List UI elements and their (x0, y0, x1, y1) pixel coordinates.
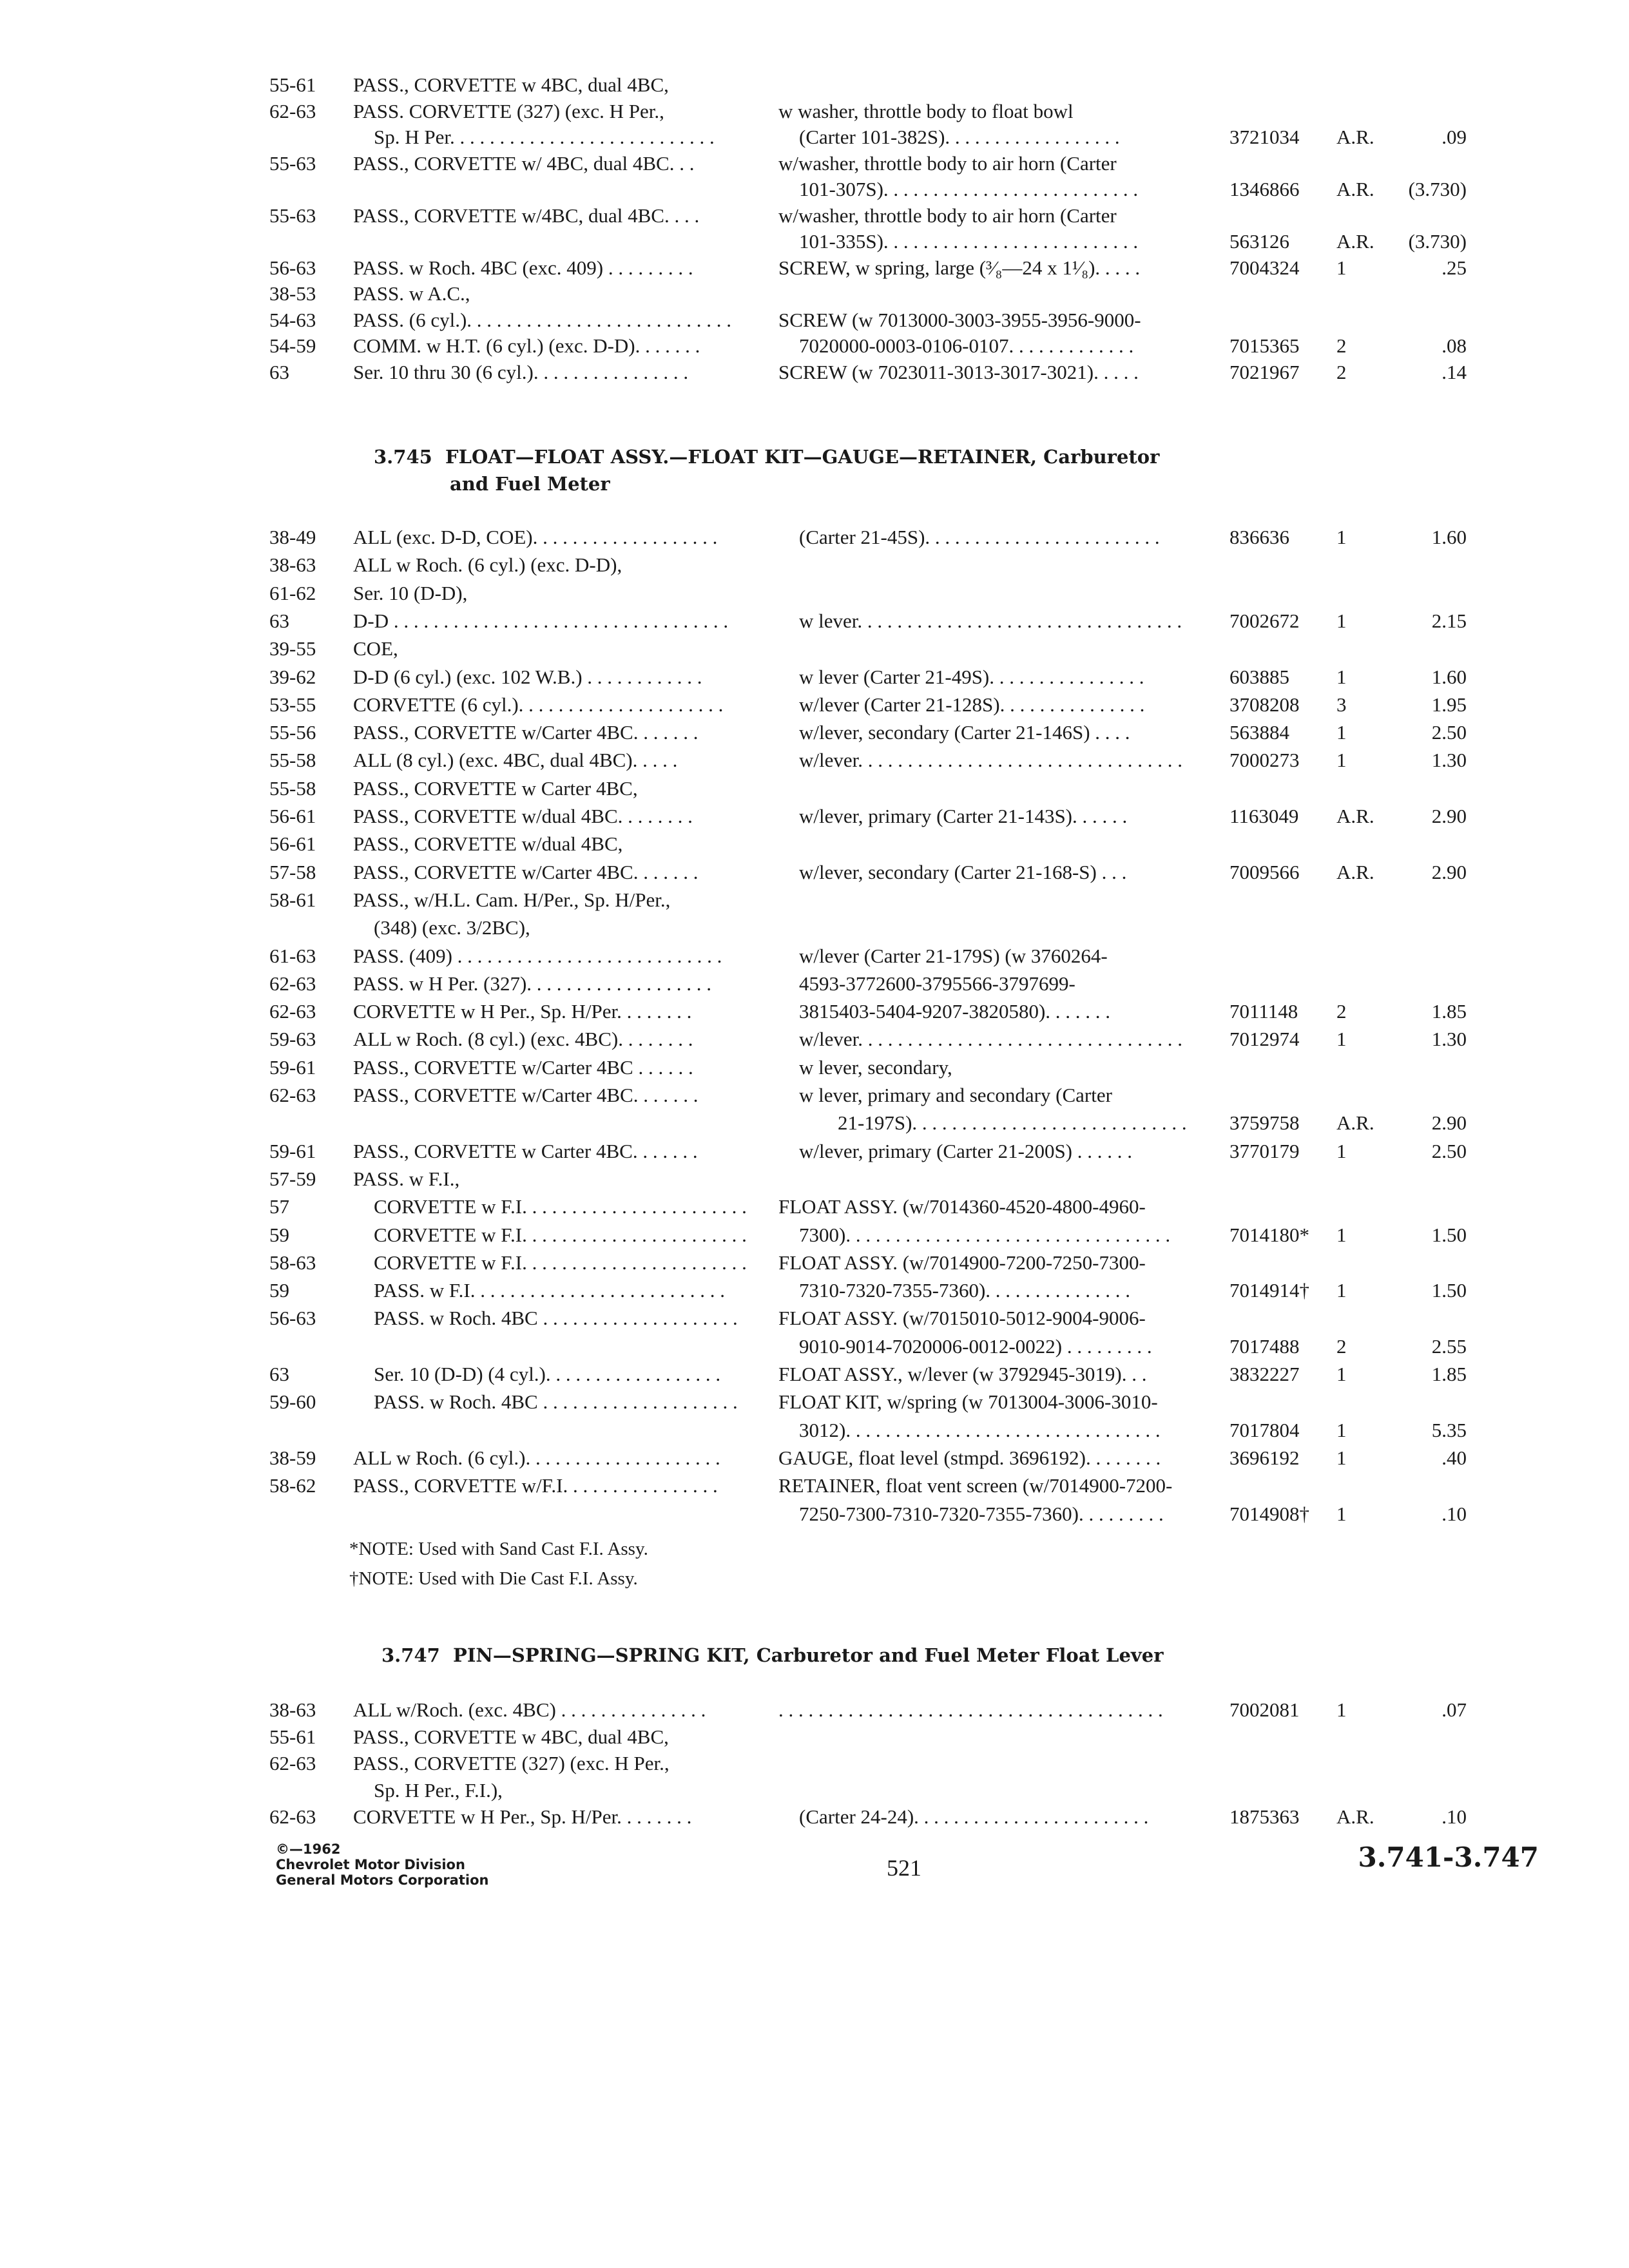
description: w/lever, secondary (Carter 21-146S) . . . . (799, 721, 1130, 744)
part-number: 1163049 (1229, 805, 1299, 827)
year-range: 57 (269, 1195, 289, 1218)
price: 1.30 (1431, 1028, 1467, 1051)
quantity: A.R. (1336, 1805, 1374, 1828)
application: D-D (6 cyl.) (exc. 102 W.B.) . . . . . . . . . . . . (353, 665, 702, 688)
application: ALL (8 cyl.) (exc. 4BC, dual 4BC). . . . . (353, 749, 678, 772)
table-row (0, 802, 1629, 831)
part-number: 7014180* (1229, 1223, 1309, 1246)
table-row (0, 1388, 1629, 1416)
table-row (0, 1360, 1629, 1389)
description: (Carter 101-382S). . . . . . . . . . . . . . . . . . (799, 126, 1120, 148)
table-row (0, 332, 1629, 360)
description: SCREW (w 7013000-3003-3955-3956-9000- (778, 308, 1141, 331)
year-range: 38-63 (269, 1698, 316, 1721)
part-number: 563126 (1229, 230, 1289, 253)
description: (Carter 24-24). . . . . . . . . . . . . . . . . . . . . . . . (799, 1805, 1149, 1828)
quantity: A.R. (1336, 860, 1374, 883)
application: PASS., CORVETTE w 4BC, dual 4BC, (353, 73, 669, 96)
description: FLOAT ASSY. (w/7014360-4520-4800-4960- (778, 1195, 1146, 1218)
description: 4593-3772600-3795566-3797699- (799, 972, 1075, 995)
year-range: 38-49 (269, 526, 316, 548)
part-number: 7011148 (1229, 1000, 1298, 1023)
year-range: 62-63 (269, 1084, 316, 1106)
part-number: 7015365 (1229, 334, 1300, 357)
table-row (0, 1276, 1629, 1305)
description: . . . . . . . . . . . . . . . . . . . . . . . . . . . . . . . . . . . . . . . (778, 1698, 1163, 1721)
table-row (0, 746, 1629, 774)
part-number: 3770179 (1229, 1139, 1300, 1162)
quantity: 1 (1336, 526, 1347, 548)
application: PASS., CORVETTE w/Carter 4BC. . . . . . . (353, 721, 699, 744)
description: FLOAT KIT, w/spring (w 7013004-3006-3010- (778, 1390, 1158, 1414)
table-row (0, 942, 1629, 970)
year-range: 54-59 (269, 334, 316, 357)
part-number: 7000273 (1229, 749, 1300, 772)
table-row (0, 718, 1629, 747)
table-row (0, 306, 1629, 334)
description: w/lever (Carter 21-128S). . . . . . . . . . . . . . . (799, 693, 1145, 716)
table-row (0, 1749, 1629, 1778)
table-row (0, 858, 1629, 887)
quantity: 1 (1336, 256, 1347, 279)
year-range: 56-61 (269, 832, 316, 856)
description: w/lever, primary (Carter 21-200S) . . . . . . (799, 1139, 1133, 1162)
application: PASS. w F.I. . . . . . . . . . . . . . . . . . . . . . . . . . (374, 1279, 725, 1302)
price: .25 (1441, 256, 1467, 279)
table-row (0, 227, 1629, 256)
table-row (0, 175, 1629, 204)
description: w/washer, throttle body to air horn (Carter (778, 204, 1117, 227)
year-range: 57-59 (269, 1167, 316, 1190)
part-number: 1875363 (1229, 1805, 1300, 1828)
application: CORVETTE w H Per., Sp. H/Per. . . . . . . . (353, 1000, 692, 1023)
year-range: 63 (269, 360, 289, 383)
quantity: 1 (1336, 1028, 1347, 1051)
table-row (0, 914, 1629, 942)
price: 2.55 (1431, 1334, 1467, 1358)
year-range: 59-60 (269, 1390, 316, 1414)
year-range: 55-63 (269, 151, 316, 175)
part-number: 836636 (1229, 526, 1289, 548)
description: 7250-7300-7310-7320-7355-7360). . . . . . . . . (799, 1502, 1164, 1525)
price: 2.50 (1431, 721, 1467, 744)
table-row (0, 579, 1629, 608)
table-row (0, 71, 1629, 99)
quantity: 1 (1336, 1698, 1347, 1721)
description: w/washer, throttle body to air horn (Carter (778, 151, 1117, 175)
description: w washer, throttle body to float bowl (778, 99, 1074, 122)
application: Sp. H Per., F.I.), (374, 1778, 503, 1802)
quantity: A.R. (1336, 126, 1374, 148)
part-number: 7004324 (1229, 256, 1300, 279)
year-range: 56-63 (269, 1307, 316, 1330)
section-title-text: PIN—SPRING—SPRING KIT, Carburetor and Fuel Meter Float Lever (453, 1644, 1164, 1666)
table-row (0, 691, 1629, 719)
year-range: 63 (269, 609, 289, 632)
application: PASS., CORVETTE w Carter 4BC, (353, 776, 638, 800)
year-range: 62-63 (269, 1000, 316, 1023)
table-row (0, 1249, 1629, 1277)
description: w/lever, primary (Carter 21-143S). . . . . . (799, 805, 1128, 827)
section-title-line1: FLOAT—FLOAT ASSY.—FLOAT KIT—GAUGE—RETAINER, Carburetor (445, 446, 1160, 468)
part-number: 7009566 (1229, 860, 1300, 883)
quantity: 1 (1336, 1139, 1347, 1162)
section-number: 3.747 (381, 1644, 440, 1666)
year-range: 39-62 (269, 665, 316, 688)
table-row (0, 1416, 1629, 1445)
year-range: 62-63 (269, 99, 316, 122)
year-range: 62-63 (269, 1805, 316, 1828)
application: PASS., CORVETTE w/dual 4BC. . . . . . . . (353, 805, 693, 827)
year-range: 63 (269, 1363, 289, 1385)
application: PASS., CORVETTE (327) (exc. H Per., (353, 1752, 670, 1774)
description: RETAINER, float vent screen (w/7014900-7200- (778, 1474, 1173, 1497)
part-number: 603885 (1229, 665, 1289, 688)
price: 1.60 (1431, 665, 1467, 688)
section-number: 3.745 (374, 446, 432, 468)
quantity: 1 (1336, 1363, 1347, 1385)
table-row (0, 1500, 1629, 1528)
application: ALL w/Roch. (exc. 4BC) . . . . . . . . . . . . . . . (353, 1698, 706, 1721)
quantity: A.R. (1336, 805, 1374, 827)
price: .10 (1441, 1805, 1467, 1828)
part-number: 7014914† (1229, 1279, 1309, 1302)
year-range: 58-62 (269, 1474, 316, 1497)
part-number: 3708208 (1229, 693, 1300, 716)
price: 1.85 (1431, 1000, 1467, 1023)
price: 2.90 (1431, 860, 1467, 883)
application: Ser. 10 thru 30 (6 cyl.). . . . . . . . . . . . . . . . (353, 360, 689, 383)
part-number: 563884 (1229, 721, 1289, 744)
copyright: ©—1962 (276, 1841, 341, 1857)
description: w lever (Carter 21-49S). . . . . . . . . . . . . . . . (799, 665, 1144, 688)
table-row (0, 635, 1629, 663)
quantity: 1 (1336, 1502, 1347, 1525)
application: PASS., CORVETTE w 4BC, dual 4BC, (353, 1725, 669, 1748)
year-range: 61-63 (269, 944, 316, 967)
year-range: 53-55 (269, 693, 316, 716)
part-number: 7012974 (1229, 1028, 1300, 1051)
description: FLOAT ASSY. (w/7014900-7200-7250-7300- (778, 1251, 1146, 1274)
section-title-3-745 (374, 443, 1159, 470)
description: 101-307S). . . . . . . . . . . . . . . . . . . . . . . . . . (799, 178, 1139, 200)
application: CORVETTE w F.I. . . . . . . . . . . . . . . . . . . . . . . (374, 1195, 747, 1218)
application: PASS., CORVETTE w Carter 4BC. . . . . . . (353, 1139, 698, 1162)
quantity: 1 (1336, 721, 1347, 744)
description: w/lever. . . . . . . . . . . . . . . . . . . . . . . . . . . . . . . . . (799, 1028, 1182, 1051)
table-row (0, 1025, 1629, 1053)
quantity: 1 (1336, 609, 1347, 632)
application: CORVETTE w H Per., Sp. H/Per. . . . . . . . (353, 1805, 692, 1828)
table-row (0, 1165, 1629, 1193)
application: PASS., CORVETTE w/Carter 4BC. . . . . . . (353, 860, 699, 883)
quantity: 1 (1336, 1279, 1347, 1302)
application: PASS. w F.I., (353, 1167, 460, 1190)
description: 9010-9014-7020006-0012-0022) . . . . . . . . . (799, 1334, 1152, 1358)
publisher-division: Chevrolet Motor Division (276, 1857, 465, 1872)
application: (348) (exc. 3/2BC), (374, 916, 530, 939)
table-row (0, 1472, 1629, 1500)
price: 2.15 (1431, 609, 1467, 632)
description: 21-197S). . . . . . . . . . . . . . . . . . . . . . . . . . . . (838, 1111, 1187, 1135)
table-row (0, 607, 1629, 635)
table-row (0, 886, 1629, 914)
note-die-cast: †NOTE: Used with Die Cast F.I. Assy. (349, 1568, 638, 1589)
part-number: 7017804 (1229, 1418, 1300, 1441)
part-number: 7014908† (1229, 1502, 1309, 1525)
year-range: 59-63 (269, 1028, 316, 1051)
table-row (0, 1109, 1629, 1137)
description: (Carter 21-45S). . . . . . . . . . . . . . . . . . . . . . . . (799, 526, 1160, 548)
table-row (0, 1053, 1629, 1082)
year-range: 55-58 (269, 749, 316, 772)
quantity: 1 (1336, 1223, 1347, 1246)
quantity: 2 (1336, 334, 1347, 357)
part-number: 7002081 (1229, 1698, 1300, 1721)
table-row (0, 123, 1629, 151)
price: 1.30 (1431, 749, 1467, 772)
part-number: 3721034 (1229, 126, 1300, 148)
year-range: 55-56 (269, 721, 316, 744)
part-number: 7017488 (1229, 1334, 1300, 1358)
table-row (0, 551, 1629, 579)
part-number: 3759758 (1229, 1111, 1300, 1135)
year-range: 38-63 (269, 553, 316, 577)
publisher-corporation: General Motors Corporation (276, 1872, 489, 1888)
table-row (0, 1081, 1629, 1110)
description: 7300). . . . . . . . . . . . . . . . . . . . . . . . . . . . . . . . . (799, 1223, 1171, 1246)
table-row (0, 149, 1629, 178)
table-row (0, 1723, 1629, 1751)
quantity: 1 (1336, 1446, 1347, 1469)
year-range: 62-63 (269, 972, 316, 995)
price: 1.85 (1431, 1363, 1467, 1385)
quantity: A.R. (1336, 230, 1374, 253)
part-number: 7021967 (1229, 360, 1300, 383)
application: PASS., CORVETTE w/Carter 4BC . . . . . . (353, 1055, 693, 1079)
quantity: 2 (1336, 360, 1347, 383)
application: PASS., CORVETTE w/Carter 4BC. . . . . . . (353, 1084, 699, 1106)
price: 1.60 (1431, 526, 1467, 548)
price: .07 (1441, 1698, 1467, 1721)
table-row (0, 202, 1629, 230)
quantity: 2 (1336, 1334, 1347, 1358)
application: D-D . . . . . . . . . . . . . . . . . . . . . . . . . . . . . . . . . . (353, 609, 729, 632)
price: .10 (1441, 1502, 1467, 1525)
table-row (0, 774, 1629, 803)
application: PASS. w Roch. 4BC (exc. 409) . . . . . . . . . (353, 256, 693, 279)
year-range: 61-62 (269, 581, 316, 604)
price: 2.50 (1431, 1139, 1467, 1162)
description: SCREW (w 7023011-3013-3017-3021). . . . . (778, 360, 1139, 383)
price: (3.730) (1408, 178, 1467, 200)
description: SCREW, w spring, large (³⁄₈—24 x 1¹⁄₈). . . . . (778, 256, 1141, 279)
description: 7310-7320-7355-7360). . . . . . . . . . . . . . . (799, 1279, 1131, 1302)
year-range: 54-63 (269, 308, 316, 331)
table-row (0, 254, 1629, 282)
description: w/lever, secondary (Carter 21-168-S) . . . (799, 860, 1127, 883)
price: 1.50 (1431, 1279, 1467, 1302)
year-range: 55-58 (269, 776, 316, 800)
year-range: 56-61 (269, 805, 316, 827)
part-number: 3832227 (1229, 1363, 1300, 1385)
price: .08 (1441, 334, 1467, 357)
quantity: 2 (1336, 1000, 1347, 1023)
table-row (0, 663, 1629, 691)
table-row (0, 1444, 1629, 1472)
year-range: 57-58 (269, 860, 316, 883)
application: Ser. 10 (D-D), (353, 581, 468, 604)
application: ALL w Roch. (6 cyl.). . . . . . . . . . . . . . . . . . . . (353, 1446, 720, 1469)
price: 5.35 (1431, 1418, 1467, 1441)
application: ALL w Roch. (6 cyl.) (exc. D-D), (353, 553, 622, 577)
application: PASS. (6 cyl.). . . . . . . . . . . . . . . . . . . . . . . . . . . (353, 308, 732, 331)
section-title-3-745-line2: and Fuel Meter (450, 473, 610, 495)
price: 1.95 (1431, 693, 1467, 716)
quantity: 3 (1336, 693, 1347, 716)
price: 2.90 (1431, 805, 1467, 827)
table-row (0, 1221, 1629, 1249)
description: w/lever (Carter 21-179S) (w 3760264- (799, 944, 1108, 967)
year-range: 62-63 (269, 1752, 316, 1774)
price: .40 (1441, 1446, 1467, 1469)
description: 3012). . . . . . . . . . . . . . . . . . . . . . . . . . . . . . . . (799, 1418, 1161, 1441)
application: PASS., CORVETTE w/dual 4BC, (353, 832, 623, 856)
application: PASS., CORVETTE w/ 4BC, dual 4BC. . . (353, 151, 695, 175)
application: PASS. w H Per. (327). . . . . . . . . . . . . . . . . . . (353, 972, 712, 995)
price: 2.90 (1431, 1111, 1467, 1135)
application: COMM. w H.T. (6 cyl.) (exc. D-D). . . . . . . (353, 334, 700, 357)
price: 1.50 (1431, 1223, 1467, 1246)
description: GAUGE, float level (stmpd. 3696192). . . . . . . . (778, 1446, 1161, 1469)
table-row (0, 1776, 1629, 1805)
quantity: A.R. (1336, 1111, 1374, 1135)
year-range: 59-61 (269, 1139, 316, 1162)
description: 7020000-0003-0106-0107. . . . . . . . . . . . . (799, 334, 1134, 357)
year-range: 38-59 (269, 1446, 316, 1469)
table-row (0, 1137, 1629, 1166)
application: ALL w Roch. (8 cyl.) (exc. 4BC). . . . . . . . (353, 1028, 693, 1051)
price: .14 (1441, 360, 1467, 383)
application: PASS., w/H.L. Cam. H/Per., Sp. H/Per., (353, 888, 671, 911)
table-row (0, 358, 1629, 387)
description: 3815403-5404-9207-3820580). . . . . . . (799, 1000, 1111, 1023)
table-row (0, 1332, 1629, 1361)
application: PASS. w A.C., (353, 282, 470, 305)
table-row (0, 830, 1629, 858)
application: PASS. w Roch. 4BC . . . . . . . . . . . . . . . . . . . . (374, 1307, 738, 1330)
application: CORVETTE (6 cyl.). . . . . . . . . . . . . . . . . . . . . (353, 693, 724, 716)
application: PASS., CORVETTE w/4BC, dual 4BC. . . . (353, 204, 700, 227)
part-number: 7002672 (1229, 609, 1300, 632)
year-range: 55-61 (269, 1725, 316, 1748)
year-range: 56-63 (269, 256, 316, 279)
year-range: 38-53 (269, 282, 316, 305)
table-row (0, 1193, 1629, 1221)
table-row (0, 97, 1629, 126)
table-row (0, 523, 1629, 552)
year-range: 59-61 (269, 1055, 316, 1079)
year-range: 58-61 (269, 888, 316, 911)
application: CORVETTE w F.I. . . . . . . . . . . . . . . . . . . . . . . (374, 1251, 747, 1274)
section-title-3-747 (381, 1642, 1163, 1669)
year-range: 58-63 (269, 1251, 316, 1274)
price: (3.730) (1408, 230, 1467, 253)
description: FLOAT ASSY. (w/7015010-5012-9004-9006- (778, 1307, 1146, 1330)
note-sand-cast: *NOTE: Used with Sand Cast F.I. Assy. (349, 1539, 648, 1559)
price: .09 (1441, 126, 1467, 148)
part-number: 3696192 (1229, 1446, 1300, 1469)
table-row (0, 1803, 1629, 1831)
description: w lever, secondary, (799, 1055, 952, 1079)
quantity: 1 (1336, 1418, 1347, 1441)
application: PASS. (409) . . . . . . . . . . . . . . . . . . . . . . . . . . . (353, 944, 722, 967)
table-row (0, 1696, 1629, 1724)
description: 101-335S). . . . . . . . . . . . . . . . . . . . . . . . . . (799, 230, 1139, 253)
table-row (0, 1304, 1629, 1332)
year-range: 59 (269, 1223, 289, 1246)
year-range: 55-61 (269, 73, 316, 96)
application: ALL (exc. D-D, COE). . . . . . . . . . . . . . . . . . . (353, 526, 718, 548)
table-row (0, 970, 1629, 998)
table-row (0, 997, 1629, 1026)
quantity: 1 (1336, 665, 1347, 688)
application: COE, (353, 637, 398, 660)
year-range: 55-63 (269, 204, 316, 227)
page-section-range: 3.741-3.747 (1358, 1841, 1539, 1873)
application: Ser. 10 (D-D) (4 cyl.). . . . . . . . . . . . . . . . . . (374, 1363, 721, 1385)
quantity: 1 (1336, 749, 1347, 772)
description: w lever. . . . . . . . . . . . . . . . . . . . . . . . . . . . . . . . . (799, 609, 1182, 632)
table-row (0, 280, 1629, 308)
description: w lever, primary and secondary (Carter (799, 1084, 1112, 1106)
year-range: 39-55 (269, 637, 316, 660)
page-number: 521 (887, 1855, 921, 1881)
application: PASS., CORVETTE w/F.I. . . . . . . . . . . . . . . . (353, 1474, 718, 1497)
quantity: A.R. (1336, 178, 1374, 200)
part-number: 1346866 (1229, 178, 1300, 200)
description: w/lever. . . . . . . . . . . . . . . . . . . . . . . . . . . . . . . . . (799, 749, 1182, 772)
application: Sp. H Per. . . . . . . . . . . . . . . . . . . . . . . . . . . (374, 126, 715, 148)
year-range: 59 (269, 1279, 289, 1302)
application: CORVETTE w F.I. . . . . . . . . . . . . . . . . . . . . . . (374, 1223, 747, 1246)
application: PASS. CORVETTE (327) (exc. H Per., (353, 99, 664, 122)
application: PASS. w Roch. 4BC . . . . . . . . . . . . . . . . . . . . (374, 1390, 738, 1414)
description: FLOAT ASSY., w/lever (w 3792945-3019). . . (778, 1363, 1147, 1385)
